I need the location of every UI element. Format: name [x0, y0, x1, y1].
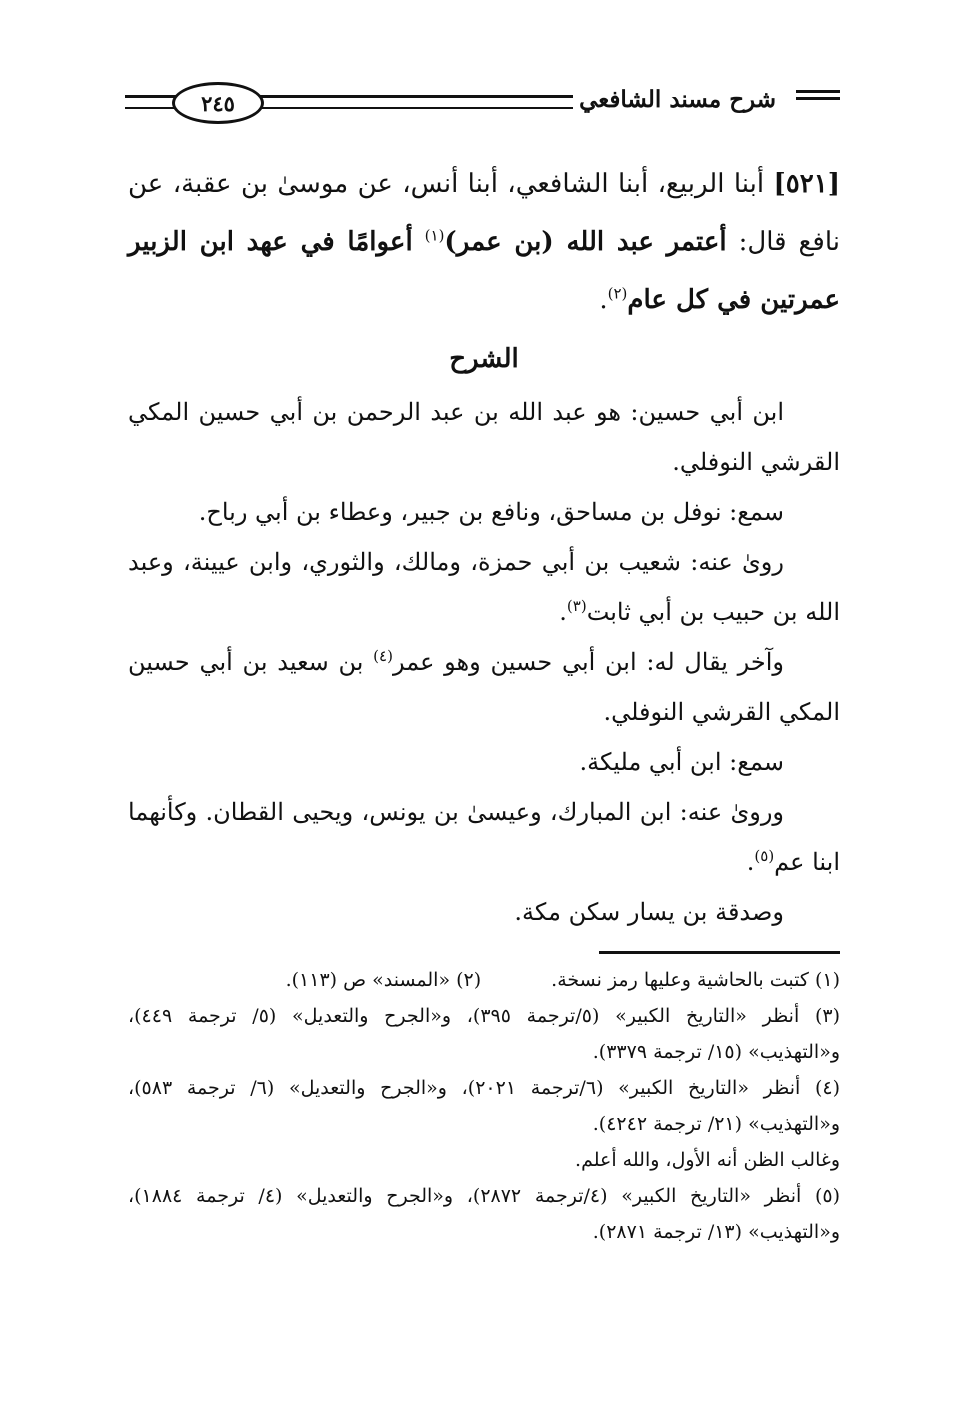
paragraph-heard-from-1: سمع: نوفل بن مساحق، ونافع بن جبير، وعطاء بن أبي رباح. — [198, 498, 784, 526]
footnote-2: (٢) «المسند» ص (١١٣). — [285, 969, 482, 991]
header-ornament-lines — [796, 90, 840, 104]
footnote-3: (٣) أنظر «التاريخ الكبير» (٥/ترجمة ٣٩٥)، و«الجرح والتعديل» (٥/ ترجمة ٤٤٩)، و«التهذيب» (١٥/ ترجمة ٣٣٧٩). — [128, 1005, 841, 1063]
hadith-matn-part-1: أعتمر عبد الله (بن عمر) — [444, 227, 727, 257]
page-header — [125, 78, 840, 128]
footnote-separator — [599, 951, 840, 954]
footnote-ref-2: (٢) — [607, 284, 628, 303]
narrator-2-text-b: بن سعيد بن أبي حسين المكي القرشي النوفلي. — [128, 648, 840, 726]
narrator-2-text-a: وآخر يقال له: ابن أبي حسين وهو عمر — [392, 648, 784, 676]
running-title: شرح مسند الشافعي — [573, 86, 782, 113]
paragraph-narrated-by-2 — [128, 787, 840, 887]
footnotes — [128, 962, 840, 1250]
paragraph-narrator-1: ابن أبي حسين: هو عبد الله بن عبد الرحمن بن أبي حسين المكي القرشي النوفلي. — [128, 398, 840, 476]
hadith-matn-part-2: أعوامًا في عهد ابن الزبير عمرتين في كل عام — [128, 227, 840, 315]
section-heading: الشرح — [449, 344, 519, 374]
footnote-ref-3: (٣) — [566, 597, 587, 615]
narrated-by-2-text: ورویٰ عنه: ابن المبارك، وعيسىٰ بن يونس، ويحيى القطان. وكأنهما ابنا عم — [128, 798, 840, 876]
narrated-by-1-text: روىٰ عنه: شعيب بن أبي حمزة، ومالك، والثوري، وابن عيينة، وعبد الله بن حبيب بن أبي ثابت — [128, 548, 840, 626]
footnote-4-note: وغالب الظن أنه الأول، والله أعلم. — [575, 1149, 840, 1171]
footnote-ref-5: (٥) — [754, 847, 775, 865]
footnote-ref-1: (١) — [424, 226, 445, 245]
hadith-isnad: أبنا الربيع، أبنا الشافعي، أبنا أنس، عن موسىٰ بن عقبة، عن نافع قال: — [128, 169, 840, 257]
paragraph-narrated-by-1 — [128, 537, 840, 637]
main-text — [128, 155, 840, 937]
page-number-oval — [172, 82, 264, 124]
hadith-number: [٥٢١] — [773, 169, 840, 199]
paragraph-sadaqa: وصدقة بن يسار سكن مكة. — [514, 898, 784, 926]
narrated-by-1-period: . — [559, 598, 567, 626]
footnote-ref-4: (٤) — [373, 647, 393, 665]
hadith-end-period: . — [599, 285, 608, 315]
paragraph-heard-from-2: سمع: ابن أبي مليكة. — [579, 748, 784, 776]
footnote-1: (١) كتبت بالحاشية وعليها رمز نسخة. — [551, 969, 840, 991]
paragraph-narrator-2 — [128, 637, 840, 737]
footnote-row-1-2 — [128, 962, 840, 998]
hadith-block — [128, 155, 840, 329]
footnote-5: (٥) أنظر «التاريخ الكبير» (٤/ترجمة ٢٨٧٢)، و«الجرح والتعديل» (٤/ ترجمة ١٨٨٤)، و«التهذيب» (١٣/ ترجمة ٢٨٧١). — [128, 1185, 840, 1243]
page-number: ٢٤٥ — [201, 90, 235, 116]
narrated-by-2-period: . — [746, 848, 755, 876]
footnote-4: (٤) أنظر «التاريخ الكبير» (٦/ترجمة ٢٠٢١)، و«الجرح والتعديل» (٦/ ترجمة ٥٨٣)، و«التهذيب» (٢١/ ترجمة ٤٢٤٢). — [128, 1077, 841, 1135]
